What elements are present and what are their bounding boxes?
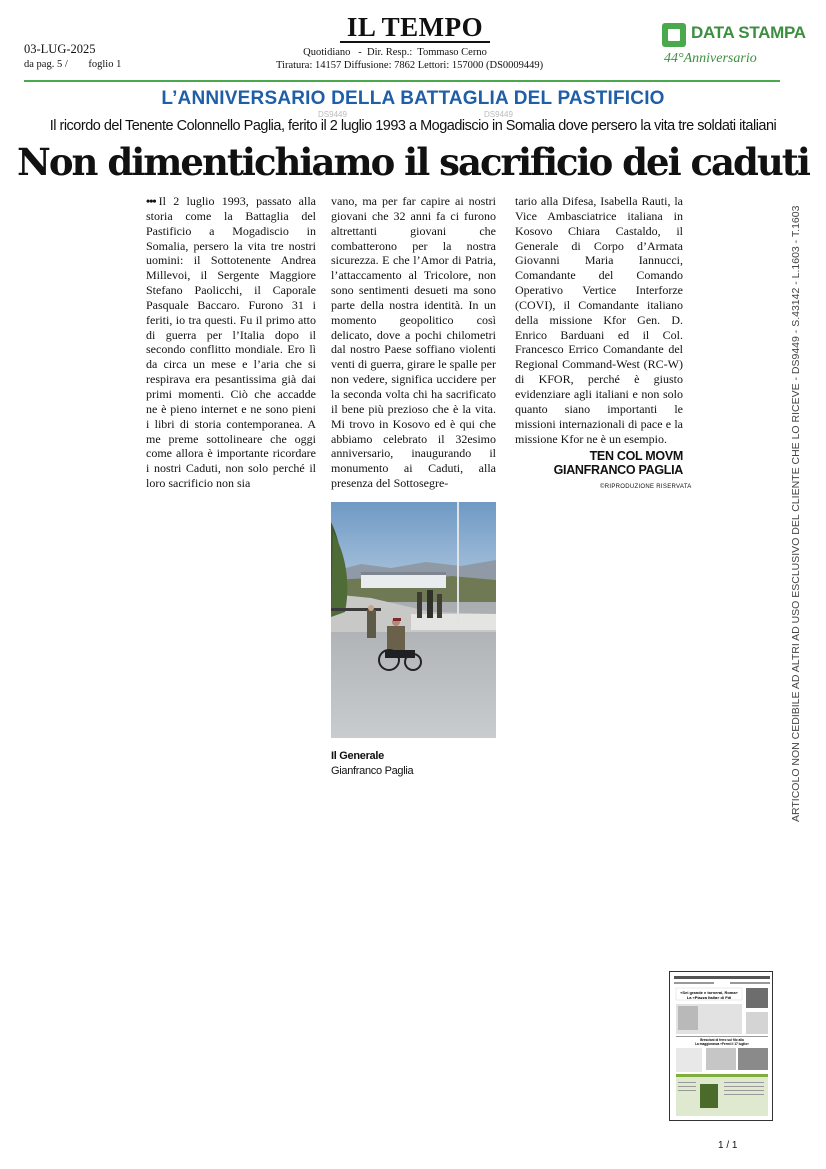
data-stamp-anniversary: 44°Anniversario (664, 51, 757, 66)
article-headline: Non dimentichiamo il sacrificio dei caduti (17, 140, 809, 184)
thumbnail-headline-4: La maggioranza «Fermi il 17 luglio» (695, 1042, 749, 1046)
newspaper-meta-line1: Quotidiano - Dir. Resp.: Tommaso Cerno (303, 47, 487, 58)
data-stamp-logo-icon (662, 23, 686, 47)
article-subtitle: Il ricordo del Tenente Colonnello Paglia, ferito il 2 luglio 1993 a Mogadiscio in Somalia dove persero la vita tre soldati italiani (49, 118, 777, 134)
data-stamp-brand: DATA STAMPA (691, 23, 806, 42)
photo-caption-title: Il Generale (331, 750, 384, 762)
page-thumbnail[interactable] (669, 971, 773, 1121)
thumbnail-headline-3: Bresciani di ferro sul filo alla (700, 1038, 744, 1042)
article-column-2: vano, ma per far capire ai nostri giovani che 32 anni fa ci furono altrettanti giovani che combatterono per la nostra sicurezza. E che l’Amor di Patria, l’attaccamento al Tricolore, non sono sentimenti desueti ma sono parte della nostra identità. In un momento geopolitico così delicato, dove a pochi chilometri dal nostro Paese soffiano violenti venti di guerra, girare le spalle per non vedere, significa uccidere per la seconda volta chi ha sacrificato il bene più prezioso che è la vita. Mi trovo in Kosovo ed è qui che abbiamo celebrato il 32esimo anniversario, inaugurando il monumento ai Caduti, alla presenza del Sottosegre- (331, 194, 496, 491)
column-1-text: Il 2 luglio 1993, passato alla storia come la Battaglia del Pastificio a Mogadiscio in Somalia, persero la vita tre nostri uomini: il Sottotenente Andrea Millevoi, il Sergente Maggiore Stefano Paolicchi, il Caporale Pasquale Baccaro. Furono 31 i feriti, io tra questi. Fu il primo atto di guerra per l’Italia dopo il secondo conflitto mondiale. Ero lì da circa un mese e l’aria che si respirava era pesantissima già dai primi momenti. Ciò che accadde ne è pieno internet e ne sono pieni i libri di storia contemporanea. A me preme sottolineare che oggi come allora è importante ricordare i nostri Caduti, non solo perché il loro sacrificio non sia (146, 194, 316, 491)
photo-caption-name: Gianfranco Paglia (331, 765, 414, 777)
thumbnail-headline-2: La «Piazza Italia» di Fdi (686, 995, 732, 1000)
article-column-3: tario alla Difesa, Isabella Rauti, la Vice Ambasciatrice italiana in Kosovo Chiara Castaldo, il Generale di Corpo d’Armata Giovanni Maria Iannucci, Comandante del Comando Operativo Vertice Interforze (COVI), il Comandante italiano della missione Kfor Gen. D. Enrico Barduani ed il Col. Francesco Errico Comandante del Regional Command-West (RC-W) di KFOR, perché è giusto evidenziare agli italiani e non solo quanto siano importanti le missioni internazionali di pace e la missione Kfor ne è un esempio. (515, 194, 683, 446)
newspaper-masthead: IL TEMPO (300, 12, 530, 43)
page-counter: 1 / 1 (718, 1140, 738, 1151)
watermark: DS9449 (484, 110, 513, 119)
header-divider (24, 80, 780, 82)
article-column-1 (146, 194, 316, 491)
newspaper-meta-line2: Tiratura: 14157 Diffusione: 7862 Lettori: 157000 (DS0009449) (276, 60, 544, 71)
author-rank: TEN COL MOVM (589, 449, 683, 463)
sheet-number: foglio 1 (88, 59, 122, 70)
article-kicker: L’ANNIVERSARIO DELLA BATTAGLIA DEL PASTIFICIO (161, 88, 665, 109)
article-photo (331, 502, 496, 738)
page-info (24, 59, 139, 70)
thumbnail-headline-1: «Sei grande e tornerai, Roma» (680, 990, 738, 995)
lead-marker: ••• (146, 194, 156, 208)
vertical-copyright-notice: ARTICOLO NON CEDIBILE AD ALTRI AD USO ESCLUSIVO DEL CLIENTE CHE LO RICEVE - DS9449 - S.43142 - L.1603 - T.1603 (790, 205, 802, 822)
reproduction-notice: ©RIPRODUZIONE RISERVATA (600, 484, 692, 490)
watermark: DS9449 (318, 110, 347, 119)
page-from: da pag. 5 / (24, 59, 68, 70)
clipping-date: 03-LUG-2025 (24, 42, 96, 56)
author-name: GIANFRANCO PAGLIA (553, 463, 683, 477)
